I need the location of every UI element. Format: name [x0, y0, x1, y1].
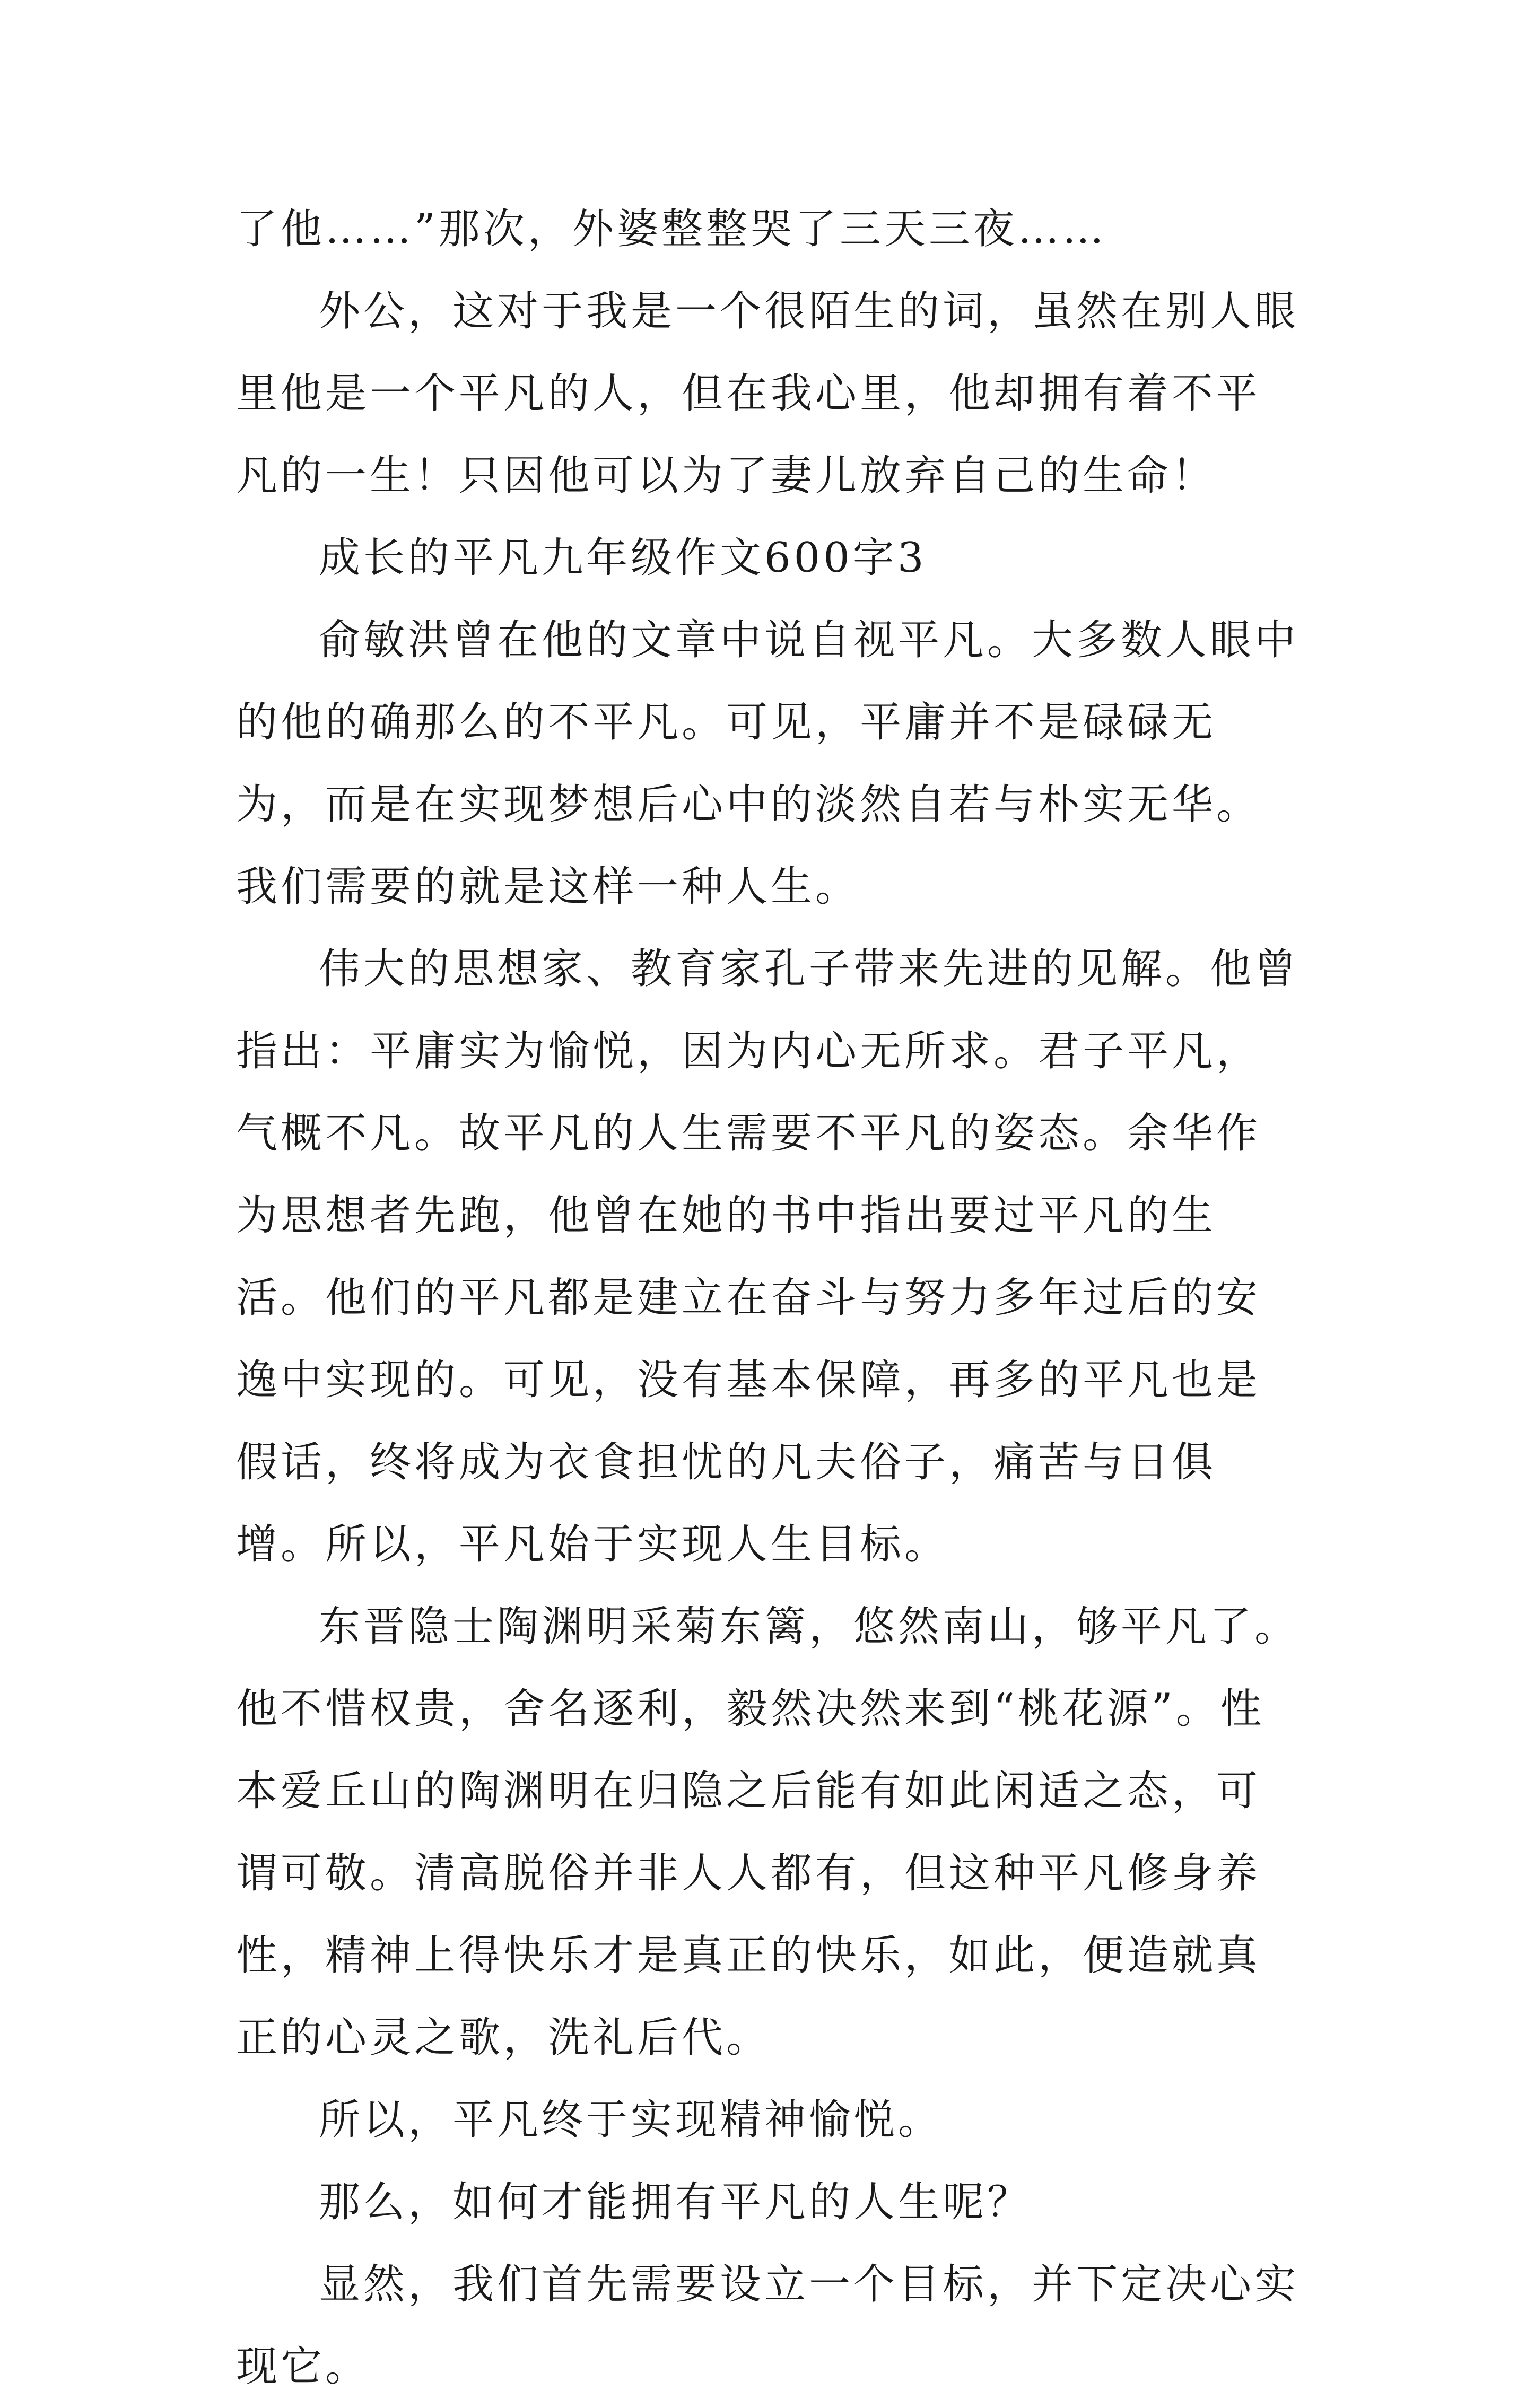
paragraph-4: 伟大的思想家、教育家孔子带来先进的见解。他曾指出：平庸实为愉悦，因为内心无所求。君子平凡，气概不凡。故平凡的人生需要不平凡的姿态。余华作为思想者先跑，他曾在她的书中指出要过平凡的生活。他们的平凡都是建立在奋斗与努力多年过后的安逸中实现的。可见，没有基本保障，再多的平凡也是假话，终将成为衣食担忧的凡夫俗子，痛苦与日俱增。所以，平凡始于实现人生目标。: [236, 945, 1299, 1568]
paragraph-8: 显然，我们首先需要设立一个目标，并下定决心实现它。: [236, 2261, 1299, 2390]
paragraph-7: 那么，如何才能拥有平凡的人生呢？: [319, 2178, 1032, 2226]
article-body: [236, 188, 1305, 2408]
paragraph-3: 俞敏洪曾在他的文章中说自视平凡。大多数人眼中的他的确那么的不平凡。可见，平庸并不是碌碌无为，而是在实现梦想后心中的淡然自若与朴实无华。我们需要的就是这样一种人生。: [236, 616, 1299, 911]
section-title: 成长的平凡九年级作文600字3: [319, 534, 927, 582]
paragraph-1: 了他……”那次，外婆整整哭了三天三夜……: [236, 205, 1107, 253]
paragraph-6: 所以，平凡终于实现精神愉悦。: [319, 2096, 943, 2144]
paragraph-2: 外公，这对于我是一个很陌生的词，虽然在别人眼里他是一个平凡的人，但在我心里，他却拥有着不平凡的一生！只因他可以为了妻儿放弃自己的生命！: [236, 287, 1299, 500]
paragraph-5: 东晋隐士陶渊明采菊东篱，悠然南山，够平凡了。他不惜权贵，舍名逐利，毅然决然来到“桃花源”。性本爱丘山的陶渊明在归隐之后能有如此闲适之态，可谓可敬。清高脱俗并非人人都有，但这种平凡修身养性，精神上得快乐才是真正的快乐，如此，便造就真正的心灵之歌，洗礼后代。: [236, 1603, 1299, 2062]
